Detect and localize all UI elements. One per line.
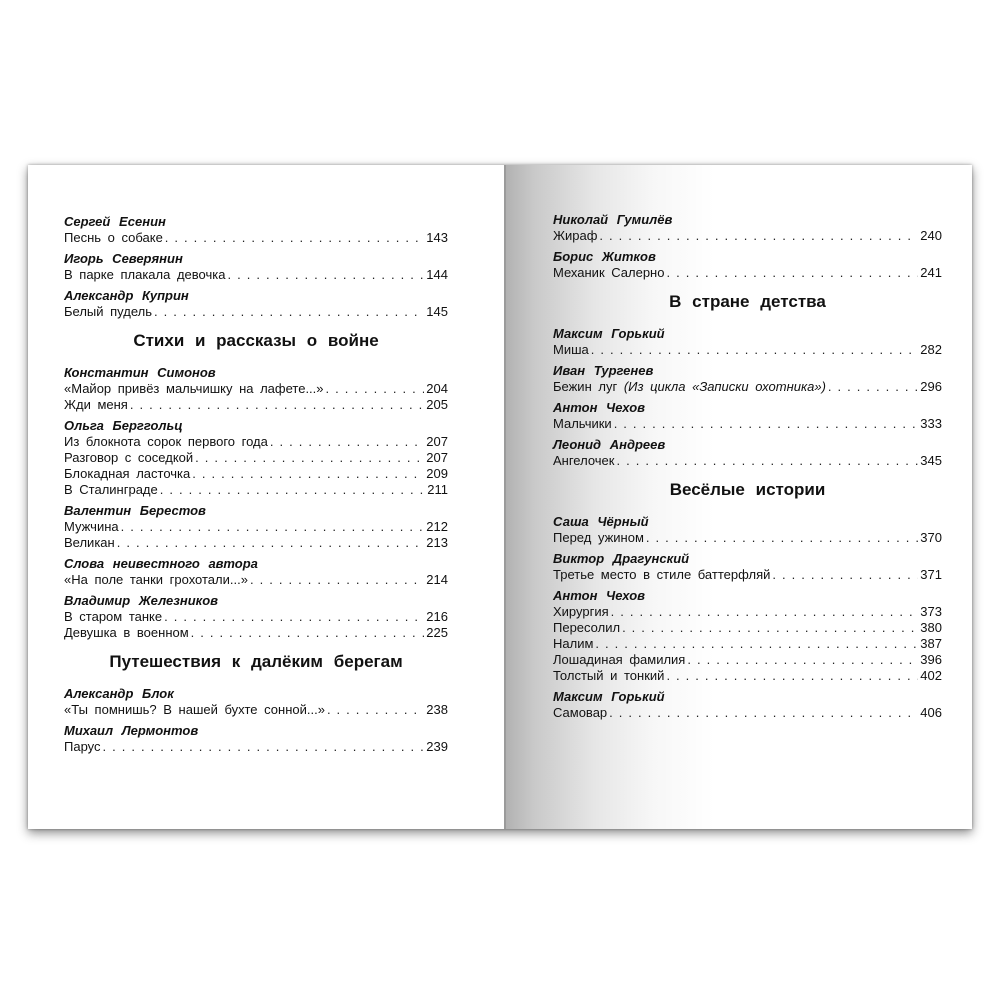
toc-entry [553, 620, 942, 636]
dot-leader [622, 620, 918, 636]
entry-title-text: Мужчина [64, 519, 119, 534]
entry-title-text: Перед ужином [553, 530, 644, 545]
entry-title-text: Жди меня [64, 397, 128, 412]
author-name: Максим Горький [553, 689, 665, 704]
page-number: 144 [426, 267, 448, 282]
dot-leader [195, 450, 424, 466]
entry-title-text: Механик Салерно [553, 265, 665, 280]
dot-leader [687, 652, 918, 668]
page-number: 205 [426, 397, 448, 412]
author-name: Слова неивестного автора [64, 556, 258, 571]
left-page [28, 165, 504, 829]
entry-title-text: Жираф [553, 228, 598, 243]
book-spread [28, 165, 972, 829]
author-name: Саша Чёрный [553, 514, 649, 529]
page-number: 204 [426, 381, 448, 396]
entry-title [553, 652, 685, 668]
entry-title [553, 705, 607, 721]
entry-title-text: Разговор с соседкой [64, 450, 194, 465]
book-gutter [504, 165, 506, 829]
page-number: 296 [920, 379, 942, 394]
page-number: 207 [426, 434, 448, 449]
entry-title-text: Миша [553, 342, 589, 357]
entry-title-text: В Сталинграде [64, 482, 158, 497]
entry-title [553, 416, 612, 432]
toc-entry [64, 739, 448, 755]
author-name: Виктор Драгунский [553, 551, 690, 566]
toc-entry [64, 609, 448, 625]
dot-leader [154, 304, 424, 320]
page-number: 216 [426, 609, 448, 624]
page-number: 214 [426, 572, 448, 587]
entry-title-text: Песнь о собаке [64, 230, 163, 245]
page-number: 370 [920, 530, 942, 545]
right-contents-column [553, 207, 942, 721]
dot-leader [599, 228, 918, 244]
dot-leader [666, 265, 918, 281]
dot-leader [327, 702, 424, 718]
entry-title [64, 535, 115, 551]
entry-title-text: Бежин луг [553, 379, 618, 394]
entry-title-text: Из блокнота сорок первого года [64, 434, 268, 449]
entry-title [64, 304, 152, 320]
page-number: 207 [426, 450, 448, 465]
page-number: 209 [426, 466, 448, 481]
entry-title-text: Лошадиная фамилия [553, 652, 686, 667]
entry-title [64, 466, 190, 482]
entry-title [64, 739, 101, 755]
entry-title [64, 381, 324, 397]
toc-entry [553, 416, 942, 432]
dot-leader [121, 519, 425, 535]
toc-entry [64, 381, 448, 397]
entry-title-text: Блокадная ласточка [64, 466, 191, 481]
dot-leader [160, 482, 426, 498]
page-number: 238 [426, 702, 448, 717]
dot-leader [772, 567, 918, 583]
entry-title [553, 668, 664, 684]
entry-title [553, 342, 589, 358]
author-name: Николай Гумилёв [553, 212, 673, 227]
dot-leader [130, 397, 424, 413]
toc-entry [64, 535, 448, 551]
toc-entry [553, 652, 942, 668]
entry-title-text: Хирургия [553, 604, 609, 619]
dot-leader [595, 636, 918, 652]
toc-entry [553, 265, 942, 281]
toc-entry [553, 668, 942, 684]
author-name: Игорь Северянин [64, 251, 183, 266]
entry-title-text: Налим [553, 636, 594, 651]
dot-leader [227, 267, 424, 283]
toc-entry [553, 636, 942, 652]
entry-title [553, 567, 770, 583]
entry-title [553, 379, 826, 395]
toc-entry [64, 702, 448, 718]
toc-entry [553, 604, 942, 620]
dot-leader [666, 668, 918, 684]
author-name: Борис Житков [553, 249, 656, 264]
toc-entry [64, 450, 448, 466]
entry-title-text: Ангелочек [553, 453, 615, 468]
toc-entry [64, 466, 448, 482]
page-number: 239 [426, 739, 448, 754]
entry-title-text: Парус [64, 739, 101, 754]
entry-title-text: Мальчики [553, 416, 612, 431]
entry-title-text: Самовар [553, 705, 608, 720]
entry-title [64, 434, 268, 450]
entry-title [64, 702, 325, 718]
entry-title [64, 625, 189, 641]
toc-entry [64, 304, 448, 320]
page-number: 345 [920, 453, 942, 468]
section-heading: Весёлые истории [669, 480, 826, 499]
dot-leader [326, 381, 425, 397]
author-name: Константин Симонов [64, 365, 216, 380]
dot-leader [165, 230, 425, 246]
entry-title [64, 230, 163, 246]
entry-title-text: Белый пудель [64, 304, 152, 319]
page-number: 387 [920, 636, 942, 651]
author-name: Валентин Берестов [64, 503, 206, 518]
author-name: Леонид Андреев [553, 437, 666, 452]
entry-title [553, 620, 620, 636]
entry-title [553, 265, 664, 281]
entry-title [64, 267, 225, 283]
toc-entry [553, 530, 942, 546]
right-page [504, 165, 972, 829]
author-name: Антон Чехов [553, 400, 645, 415]
page-number: 373 [920, 604, 942, 619]
dot-leader [646, 530, 918, 546]
entry-title [553, 453, 614, 469]
entry-title-text: «Майор привёз мальчишку на лафете...» [64, 381, 324, 396]
page-number: 282 [920, 342, 942, 357]
dot-leader [103, 739, 425, 755]
entry-title [64, 609, 162, 625]
page-number: 212 [426, 519, 448, 534]
entry-title [64, 519, 119, 535]
section-heading: Стихи и рассказы о войне [133, 331, 379, 350]
section-heading: В стране детства [669, 292, 826, 311]
toc-entry [64, 519, 448, 535]
page-number: 225 [426, 625, 448, 640]
author-name: Александр Блок [64, 686, 174, 701]
entry-title-text: Великан [64, 535, 115, 550]
page-number: 396 [920, 652, 942, 667]
page-number: 240 [920, 228, 942, 243]
toc-entry [64, 482, 448, 498]
author-name: Иван Тургенев [553, 363, 654, 378]
entry-title [64, 572, 248, 588]
entry-title-text: В парке плакала девочка [64, 267, 226, 282]
entry-title [553, 530, 644, 546]
page-number: 402 [920, 668, 942, 683]
dot-leader [192, 466, 424, 482]
section-heading: Путешествия к далёким берегам [109, 652, 403, 671]
dot-leader [164, 609, 424, 625]
toc-entry [64, 572, 448, 588]
page-number: 145 [426, 304, 448, 319]
entry-title [553, 228, 597, 244]
entry-title-text: Третье место в стиле баттерфляй [553, 567, 771, 582]
dot-leader [270, 434, 424, 450]
entry-title [64, 397, 128, 413]
page-number: 333 [920, 416, 942, 431]
author-name: Максим Горький [553, 326, 665, 341]
author-name: Сергей Есенин [64, 214, 166, 229]
toc-entry [64, 434, 448, 450]
author-name: Ольга Берггольц [64, 418, 183, 433]
author-name: Михаил Лермонтов [64, 723, 199, 738]
entry-subtitle: (Из цикла «Записки охотника») [623, 379, 826, 394]
entry-title [64, 450, 193, 466]
dot-leader [609, 705, 918, 721]
toc-entry [64, 267, 448, 283]
entry-title-text: «На поле танки грохотали...» [64, 572, 248, 587]
author-name: Владимир Железников [64, 593, 219, 608]
page-number: 371 [920, 567, 942, 582]
toc-entry [553, 379, 942, 395]
dot-leader [191, 625, 425, 641]
entry-title-text: Девушка в военном [64, 625, 189, 640]
toc-entry [553, 705, 942, 721]
entry-title-text: Пересолил [553, 620, 621, 635]
entry-title-text: Толстый и тонкий [553, 668, 665, 683]
page-number: 143 [426, 230, 448, 245]
entry-title-text: В старом танке [64, 609, 163, 624]
author-name: Александр Куприн [64, 288, 189, 303]
page-number: 211 [427, 482, 448, 497]
page-number: 213 [426, 535, 448, 550]
toc-entry [553, 228, 942, 244]
left-contents-column [64, 209, 448, 755]
entry-title [64, 482, 158, 498]
page-number: 241 [920, 265, 942, 280]
toc-entry [553, 567, 942, 583]
dot-leader [611, 604, 919, 620]
dot-leader [250, 572, 424, 588]
entry-title-text: «Ты помнишь? В нашей бухте сонной...» [64, 702, 325, 717]
entry-title [553, 636, 593, 652]
toc-entry [553, 453, 942, 469]
toc-entry [553, 342, 942, 358]
toc-entry [64, 625, 448, 641]
dot-leader [591, 342, 919, 358]
dot-leader [828, 379, 918, 395]
page-number: 380 [920, 620, 942, 635]
entry-title [553, 604, 609, 620]
page-number: 406 [920, 705, 942, 720]
dot-leader [117, 535, 425, 551]
toc-entry [64, 397, 448, 413]
dot-leader [614, 416, 919, 432]
toc-entry [64, 230, 448, 246]
dot-leader [616, 453, 918, 469]
author-name: Антон Чехов [553, 588, 645, 603]
